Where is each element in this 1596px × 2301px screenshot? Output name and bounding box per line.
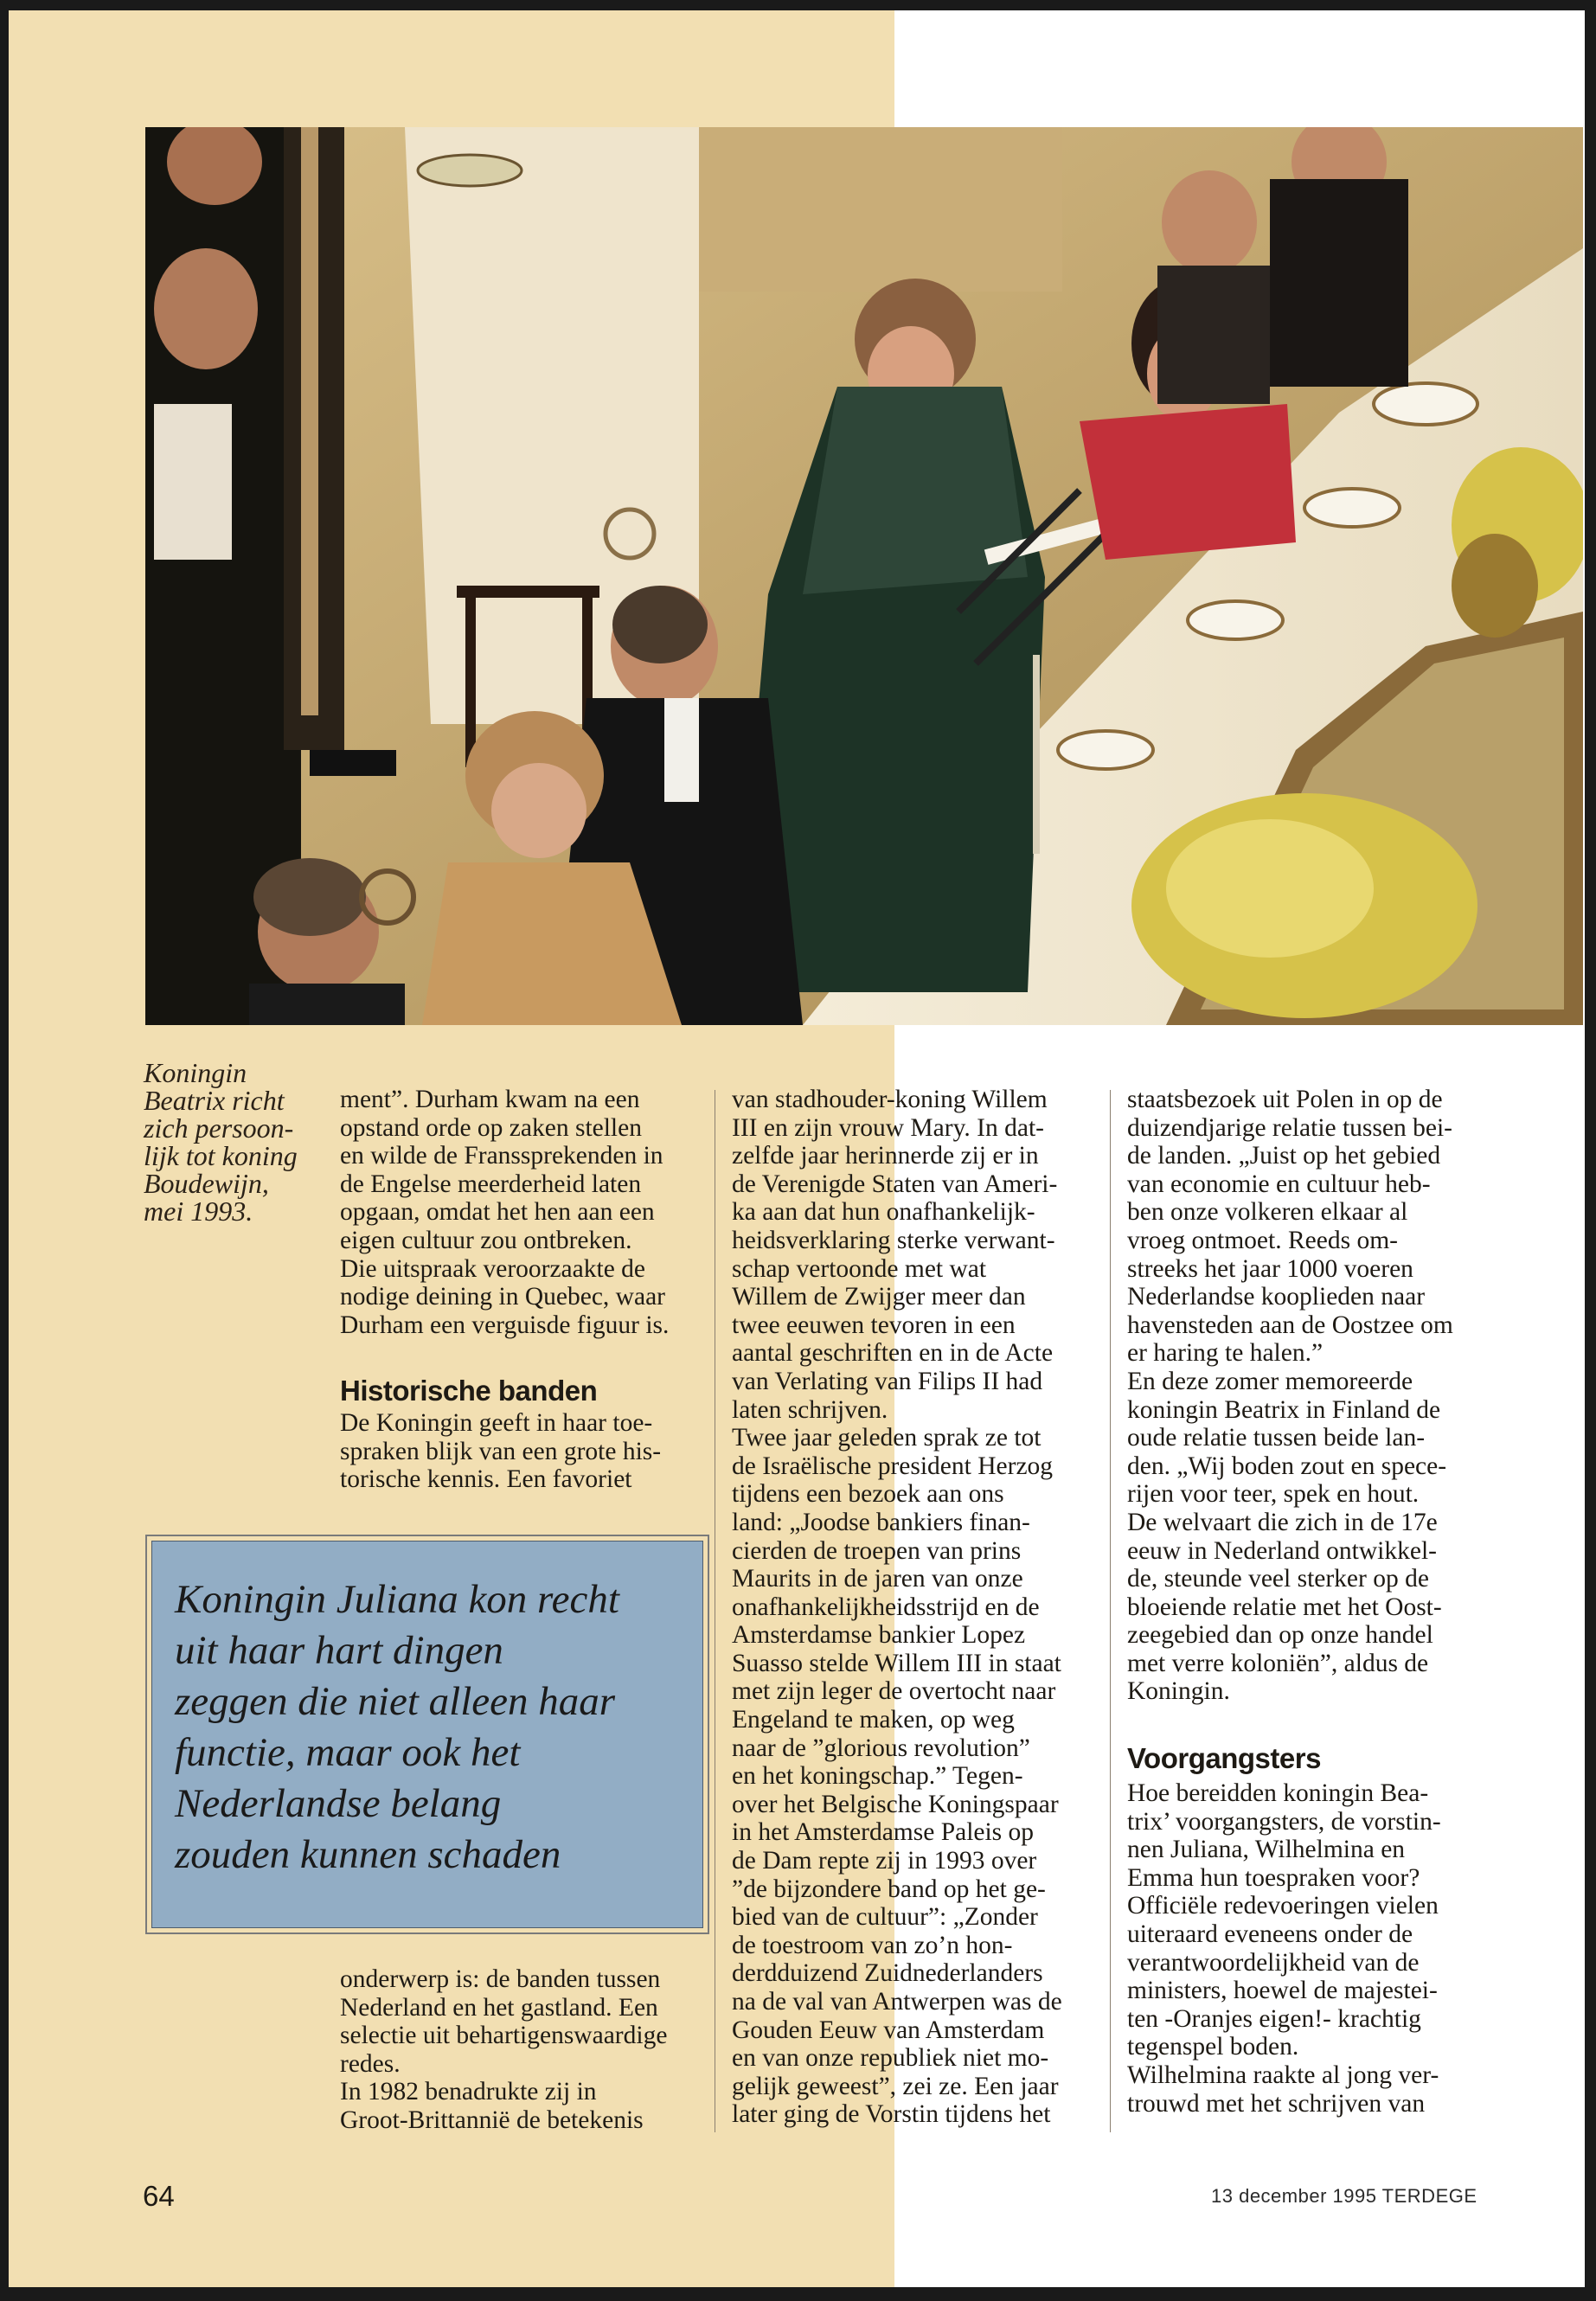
text-line: met zijn leger de overtocht naar: [732, 1677, 1056, 1706]
quote-line: zouden kunnen schaden: [175, 1832, 561, 1877]
text-line: de Verenigde Staten van Ameri-: [732, 1170, 1058, 1198]
pull-quote-text: [175, 1574, 694, 1881]
section-heading-historische-banden: Historische banden: [340, 1375, 598, 1407]
text-line: heidsverklaring sterke verwant-: [732, 1226, 1055, 1254]
text-line: zeegebied dan op onze handel: [1127, 1621, 1433, 1650]
text-line: Koningin.: [1127, 1677, 1230, 1706]
text-line: De Koningin geeft in haar toe-: [340, 1409, 653, 1437]
section-heading-voorgangsters: Voorgangsters: [1127, 1742, 1321, 1774]
text-line: In 1982 benadrukte zij in: [340, 2078, 597, 2106]
text-line: de landen. „Juist op het gebied: [1127, 1142, 1441, 1170]
text-line: schap vertoonde met wat: [732, 1254, 987, 1283]
text-line: eeuw in Nederland ontwikkel-: [1127, 1536, 1437, 1565]
column-2: [732, 1086, 1092, 2129]
banquet-photo: [145, 127, 1583, 1025]
text-line: onafhankelijkheidsstrijd en de: [732, 1593, 1040, 1621]
text-line: Durham een verguisde figuur is.: [340, 1311, 670, 1339]
column-3: [1127, 1086, 1489, 1706]
text-line: derdduizend Zuidnederlanders: [732, 1959, 1043, 1988]
text-line: rijen voor teer, spek en hout.: [1127, 1480, 1420, 1509]
text-line: en van onze republiek niet mo-: [732, 2044, 1049, 2073]
text-line: ”de bijzondere band op het ge-: [732, 1875, 1046, 1903]
text-line: opgaan, omdat het hen aan een: [340, 1198, 655, 1227]
text-line: Suasso stelde Willem III in staat: [732, 1649, 1061, 1677]
text-line: Groot-Brittannië de betekenis: [340, 2106, 644, 2134]
text-line: ment”. Durham kwam na een: [340, 1086, 640, 1113]
caption-line: Beatrix richt: [144, 1085, 285, 1116]
column-1-intro: [340, 1086, 695, 1339]
text-line: trouwd met het schrijven van: [1127, 2089, 1426, 2118]
text-line: Engeland te maken, op weg: [732, 1706, 1015, 1734]
quote-line: zeggen die niet alleen haar: [175, 1679, 616, 1724]
text-line: III en zijn vrouw Mary. In dat-: [732, 1113, 1044, 1142]
text-line: Emma hun toespraken voor?: [1127, 1863, 1420, 1892]
text-line: De welvaart die zich in de 17e: [1127, 1508, 1438, 1536]
caption-line: mei 1993.: [144, 1195, 253, 1227]
text-line: Amsterdamse bankier Lopez: [732, 1621, 1026, 1650]
text-line: Officiële redevoeringen vielen: [1127, 1892, 1439, 1920]
text-line: uiteraard eveneens onder de: [1127, 1920, 1413, 1948]
column-1-body: [340, 1409, 695, 1494]
text-line: later ging de Vorstin tijdens het: [732, 2100, 1051, 2129]
text-line: de toestroom van zo’n hon-: [732, 1931, 1013, 1959]
text-line: Twee jaar geleden sprak ze tot: [732, 1424, 1042, 1452]
text-line: Maurits in de jaren van onze: [732, 1565, 1023, 1593]
text-line: na de val van Antwerpen was de: [732, 1988, 1062, 2016]
magazine-page: [9, 10, 1585, 2287]
caption-line: Boudewijn,: [144, 1168, 269, 1199]
issue-footer: 13 december 1995 TERDEGE: [1211, 2185, 1477, 2207]
text-line: laten schrijven.: [732, 1395, 888, 1424]
caption-line: lijk tot koning: [144, 1140, 298, 1171]
page-number: 64: [143, 2180, 175, 2212]
text-line: land: „Joodse bankiers finan-: [732, 1508, 1030, 1536]
text-line: Nederlandse kooplieden naar: [1127, 1283, 1426, 1311]
text-line: Willem de Zwijger meer dan: [732, 1283, 1026, 1311]
text-line: in het Amsterdamse Paleis op: [732, 1818, 1035, 1847]
text-line: streeks het jaar 1000 voeren: [1127, 1254, 1413, 1283]
text-line: de Israëlische president Herzog: [732, 1452, 1054, 1480]
text-line: trix’ voorgangsters, de vorstin-: [1127, 1807, 1441, 1836]
text-line: onderwerp is: de banden tussen: [340, 1965, 661, 1993]
text-line: cierden de troepen van prins: [732, 1536, 1022, 1565]
text-line: verantwoordelijkheid van de: [1127, 1948, 1420, 1977]
text-line: de, steunde veel sterker op de: [1127, 1565, 1429, 1593]
text-line: twee eeuwen tevoren in een: [732, 1311, 1016, 1339]
text-line: eigen cultuur zou ontbreken.: [340, 1226, 632, 1254]
text-line: met verre koloniën”, aldus de: [1127, 1649, 1429, 1677]
banquet-photo-icon: [145, 127, 1583, 1025]
quote-line: functie, maar ook het: [175, 1730, 521, 1775]
text-line: er haring te halen.”: [1127, 1339, 1324, 1368]
text-line: redes.: [340, 2049, 401, 2078]
text-line: nen Juliana, Wilhelmina en: [1127, 1836, 1406, 1864]
text-line: duizendjarige relatie tussen bei-: [1127, 1113, 1452, 1142]
text-line: van economie en cultuur heb-: [1127, 1170, 1431, 1198]
pull-quote-box: [151, 1541, 703, 1928]
text-line: de Dam repte zij in 1993 over: [732, 1847, 1037, 1875]
text-line: tegenspel boden.: [1127, 2033, 1299, 2061]
text-line: tijdens een bezoek aan ons: [732, 1480, 1004, 1509]
text-line: Gouden Eeuw van Amsterdam: [732, 2016, 1045, 2044]
text-line: opstand orde op zaken stellen: [340, 1113, 642, 1142]
text-line: bied van de cultuur”: „Zonder: [732, 1903, 1038, 1932]
text-line: van Verlating van Filips II had: [732, 1367, 1043, 1395]
text-line: naar de ”glorious revolution”: [732, 1734, 1030, 1762]
text-line: over het Belgische Koningspaar: [732, 1790, 1059, 1818]
pull-quote: [145, 1535, 709, 1934]
text-line: Nederland en het gastland. Een: [340, 1993, 658, 2022]
text-line: oude relatie tussen beide lan-: [1127, 1424, 1426, 1452]
text-line: selectie uit behartigenswaardige: [340, 2022, 668, 2050]
text-line: ministers, hoewel de majestei-: [1127, 1977, 1438, 2005]
quote-line: uit haar hart dingen: [175, 1628, 503, 1673]
text-line: gelijk geweest”, zei ze. Een jaar: [732, 2072, 1059, 2100]
text-line: en wilde de Franssprekenden in: [340, 1142, 663, 1170]
text-line: den. „Wij boden zout en spece-: [1127, 1452, 1447, 1480]
text-line: bloeiende relatie met het Oost-: [1127, 1593, 1442, 1621]
column-rule: [1110, 1090, 1111, 2132]
caption-line: zich persoon-: [144, 1112, 294, 1144]
text-line: ka aan dat hun onafhankelijk-: [732, 1198, 1035, 1227]
text-line: vroeg ontmoet. Reeds om-: [1127, 1226, 1398, 1254]
text-line: torische kennis. Een favoriet: [340, 1465, 632, 1494]
text-line: staatsbezoek uit Polen in op de: [1127, 1086, 1443, 1113]
text-line: de Engelse meerderheid laten: [340, 1170, 642, 1198]
text-line: Wilhelmina raakte al jong ver-: [1127, 2061, 1439, 2089]
text-line: Hoe bereidden koningin Bea-: [1127, 1779, 1429, 1807]
text-line: zelfde jaar herinnerde zij er in: [732, 1142, 1039, 1170]
text-line: koningin Beatrix in Finland de: [1127, 1395, 1441, 1424]
caption-line: Koningin: [144, 1057, 247, 1088]
text-line: van stadhouder-koning Willem: [732, 1086, 1048, 1113]
text-line: ben onze volkeren elkaar al: [1127, 1198, 1408, 1227]
column-3-body: [1127, 1779, 1489, 2118]
text-line: nodige deining in Quebec, waar: [340, 1283, 665, 1311]
text-line: ten -Oranjes eigen!- krachtig: [1127, 2004, 1421, 2033]
quote-line: Nederlandse belang: [175, 1781, 502, 1826]
text-line: Die uitspraak veroorzaakte de: [340, 1254, 646, 1283]
text-line: En deze zomer memoreerde: [1127, 1367, 1413, 1395]
text-line: aantal geschriften en in de Acte: [732, 1339, 1054, 1368]
photo-caption: [144, 1059, 336, 1225]
text-line: havensteden aan de Oostzee om: [1127, 1311, 1453, 1339]
text-line: en het koningschap.” Tegen-: [732, 1762, 1023, 1791]
quote-line: Koningin Juliana kon recht: [175, 1577, 619, 1622]
text-line: spraken blijk van een grote his-: [340, 1437, 662, 1465]
column-1-tail: [340, 1965, 695, 2135]
